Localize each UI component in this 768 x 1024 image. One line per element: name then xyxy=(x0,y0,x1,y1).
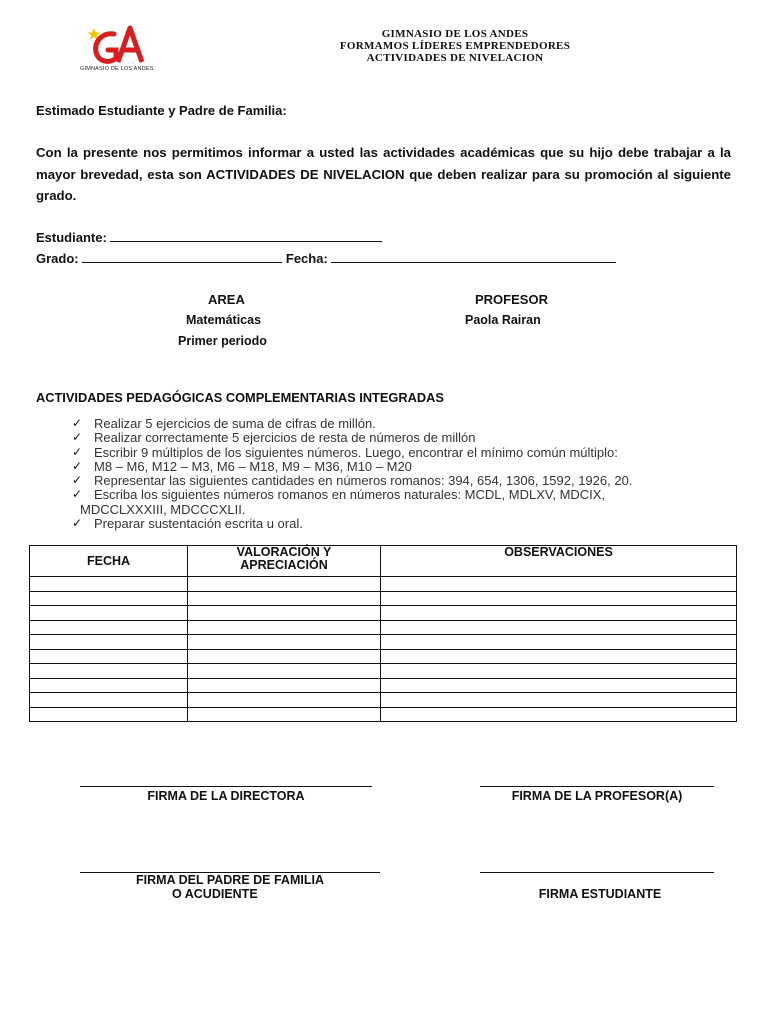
table-cell[interactable] xyxy=(188,577,381,592)
school-motto: FORMAMOS LÍDERES EMPRENDEDORES xyxy=(339,40,571,52)
table-row xyxy=(30,591,737,606)
logo-a-letter xyxy=(118,28,142,62)
table-row xyxy=(30,707,737,722)
table-row xyxy=(30,577,737,592)
col-fecha-header: FECHA xyxy=(30,546,188,577)
table-cell[interactable] xyxy=(30,649,188,664)
list-item: ✓ Preparar sustentación escrita u oral. xyxy=(72,516,303,532)
table-cell[interactable] xyxy=(188,664,381,679)
table-row xyxy=(30,620,737,635)
student-line[interactable] xyxy=(110,230,382,242)
list-item: ✓ M8 – M6, M12 – M3, M6 – M18, M9 – M36, M10 – M20 xyxy=(72,458,412,474)
table-cell[interactable] xyxy=(188,591,381,606)
profesor-signature-line[interactable] xyxy=(480,786,714,787)
table-cell[interactable] xyxy=(188,649,381,664)
table-cell[interactable] xyxy=(30,664,188,679)
date-label: Fecha: xyxy=(285,251,328,266)
list-item: ✓ Escribir 9 múltiplos de los siguientes números. Luego, encontrar el mínimo común múltiplo: xyxy=(72,444,618,460)
teacher-header: PROFESOR xyxy=(475,292,548,307)
teacher-value: Paola Rairan xyxy=(465,313,541,327)
table-cell[interactable] xyxy=(188,620,381,635)
estudiante-signature-line[interactable] xyxy=(480,872,714,873)
table-row xyxy=(30,693,737,708)
checkmark-icon: ✓ xyxy=(72,487,83,502)
checkmark-icon: ✓ xyxy=(72,416,83,430)
checkmark-icon: ✓ xyxy=(72,516,83,531)
col-valoracion-header: VALORACIÓN Y APRECIACIÓN xyxy=(188,546,381,577)
table-cell[interactable] xyxy=(381,678,737,693)
table-cell[interactable] xyxy=(30,678,188,693)
table-cell[interactable] xyxy=(30,577,188,592)
checkmark-icon: ✓ xyxy=(72,444,83,459)
table-row xyxy=(30,649,737,664)
table-cell[interactable] xyxy=(381,606,737,621)
table-cell[interactable] xyxy=(381,649,737,664)
checkmark-icon: ✓ xyxy=(72,430,83,445)
table-cell[interactable] xyxy=(188,707,381,722)
list-item: ✓ Realizar 5 ejercicios de suma de cifras de millón. xyxy=(72,416,376,431)
activities-list xyxy=(72,417,752,531)
intro-paragraph: Con la presente nos permitimos informar a usted las actividades académicas que su hijo debe trabajar a la mayor brevedad, esta son ACTIVIDADES DE NIVELACION que deben realizar para su promoción al siguiente grado. xyxy=(36,145,731,203)
period-value: Primer periodo xyxy=(178,334,267,348)
table-cell[interactable] xyxy=(30,707,188,722)
table-cell[interactable] xyxy=(30,693,188,708)
padre-signature-label-2: O ACUDIENTE xyxy=(172,887,258,901)
school-name: GIMNASIO DE LOS ANDES xyxy=(381,28,529,40)
table-cell[interactable] xyxy=(188,693,381,708)
table-row xyxy=(30,664,737,679)
table-cell[interactable] xyxy=(30,606,188,621)
table-row xyxy=(30,678,737,693)
table-cell[interactable] xyxy=(381,664,737,679)
table-cell[interactable] xyxy=(381,577,737,592)
table-row xyxy=(30,635,737,650)
evaluation-table xyxy=(29,545,737,722)
document-title: ACTIVIDADES DE NIVELACION xyxy=(366,52,544,64)
table-cell[interactable] xyxy=(30,620,188,635)
table-cell[interactable] xyxy=(188,678,381,693)
grade-date-row xyxy=(36,251,616,266)
grade-label: Grado: xyxy=(36,251,79,266)
logo-caption: GIMNASIO DE LOS ANDES xyxy=(80,66,154,72)
area-header: AREA xyxy=(208,292,245,307)
area-value: Matemáticas xyxy=(186,313,262,327)
grade-line[interactable] xyxy=(82,251,282,263)
list-item: ✓ Representar las siguientes cantidades en números romanos: 394, 654, 1306, 1592, 1926, 20. xyxy=(72,473,633,489)
list-item-continuation: MDCCLXXXIII, MDCCCXLII. xyxy=(80,501,246,517)
directora-signature-label: FIRMA DE LA DIRECTORA xyxy=(147,789,305,803)
logo-g-letter xyxy=(96,34,116,62)
estudiante-signature-label: FIRMA ESTUDIANTE xyxy=(538,887,662,901)
greeting: Estimado Estudiante y Padre de Familia: xyxy=(36,103,287,118)
list-item: ✓ Realizar correctamente 5 ejercicios de resta de números de millón xyxy=(72,430,476,446)
table-cell[interactable] xyxy=(381,693,737,708)
student-field[interactable] xyxy=(36,230,382,245)
table-cell[interactable] xyxy=(188,606,381,621)
table-cell[interactable] xyxy=(381,620,737,635)
col-observaciones-header: OBSERVACIONES xyxy=(381,546,737,577)
checkmark-icon: ✓ xyxy=(72,473,83,488)
student-label: Estudiante: xyxy=(36,230,107,245)
directora-signature-line[interactable] xyxy=(80,786,372,787)
date-line[interactable] xyxy=(331,251,616,263)
list-item: ✓ Escriba los siguientes números romanos en números naturales: MCDL, MDLXV, MDCIX, xyxy=(72,487,606,503)
activities-title: ACTIVIDADES PEDAGÓGICAS COMPLEMENTARIAS INTEGRADAS xyxy=(36,390,444,405)
table-cell[interactable] xyxy=(30,591,188,606)
table-row xyxy=(30,606,737,621)
table-header-row xyxy=(30,546,737,577)
table-cell[interactable] xyxy=(381,591,737,606)
table-cell[interactable] xyxy=(381,635,737,650)
padre-signature-label: FIRMA DEL PADRE DE FAMILIA xyxy=(136,873,324,887)
table-cell[interactable] xyxy=(30,635,188,650)
table-cell[interactable] xyxy=(188,635,381,650)
table-cell[interactable] xyxy=(381,707,737,722)
checkmark-icon: ✓ xyxy=(72,458,83,473)
profesor-signature-label: FIRMA DE LA PROFESOR(A) xyxy=(511,789,683,803)
